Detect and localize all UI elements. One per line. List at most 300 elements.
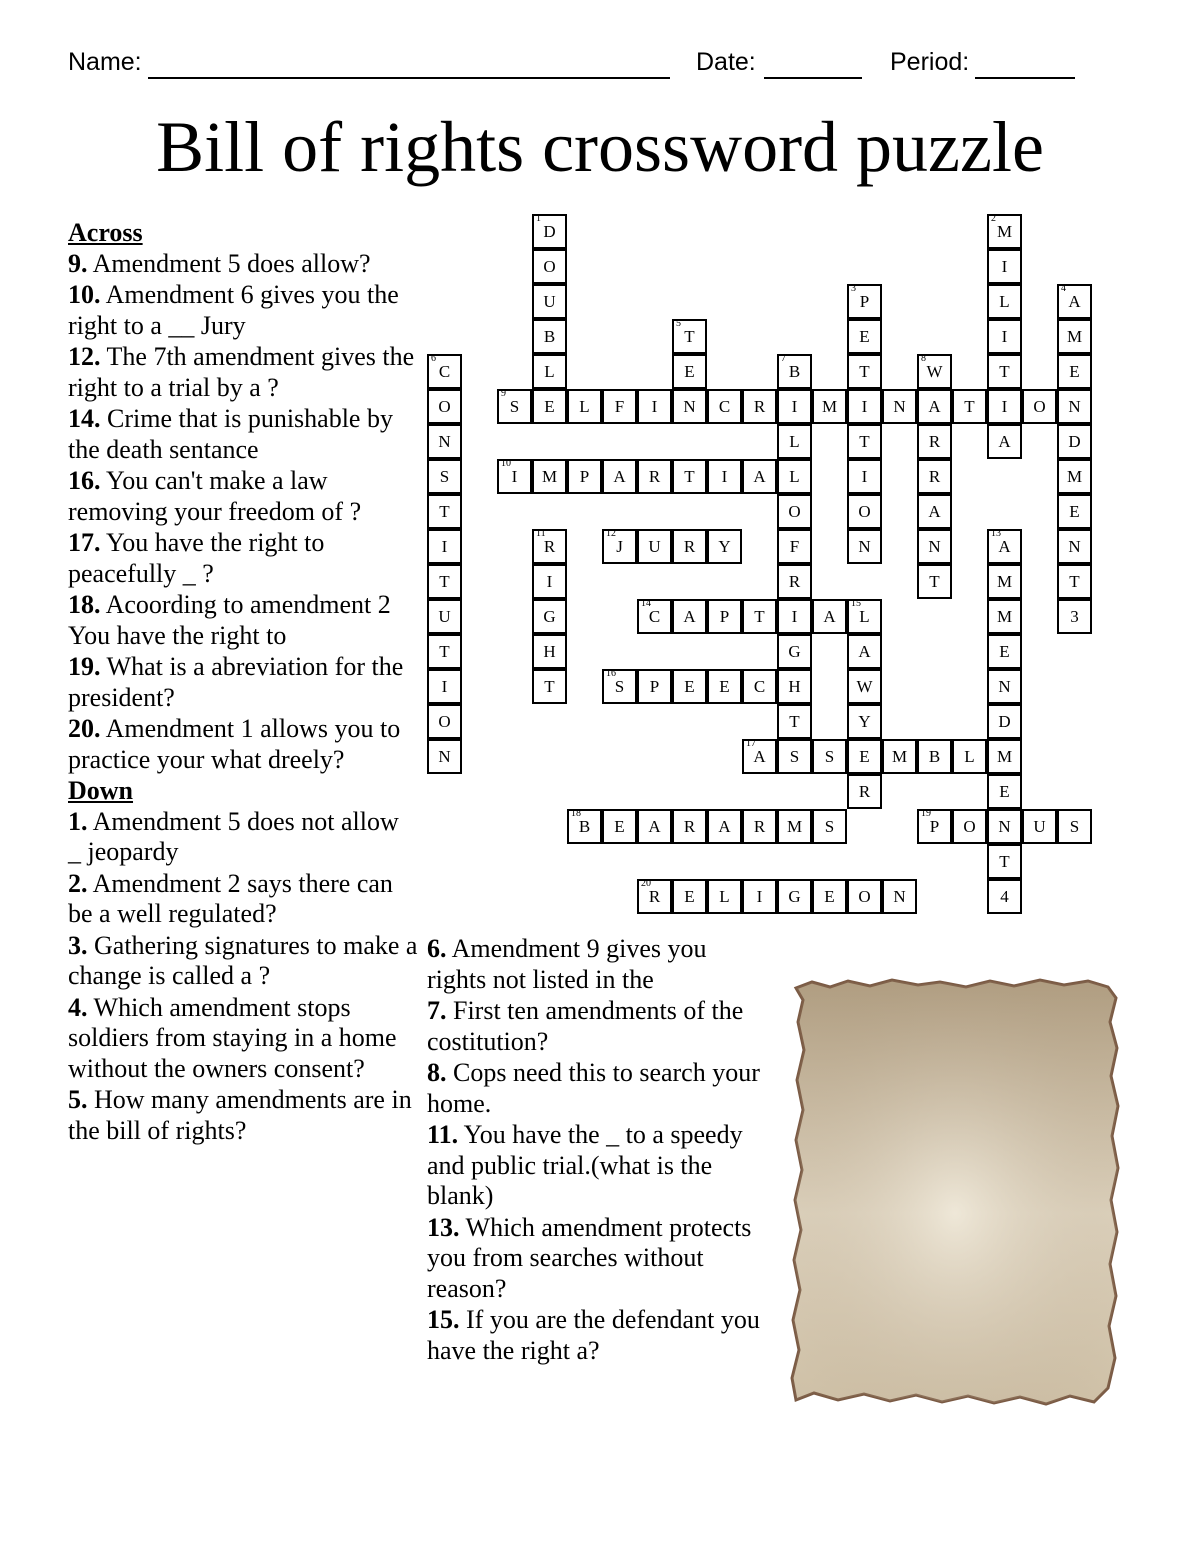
- cell-letter: S: [824, 817, 835, 836]
- crossword-cell[interactable]: [532, 599, 567, 634]
- cell-letter: W: [856, 677, 873, 696]
- crossword-cell[interactable]: [847, 669, 882, 704]
- clue-item: [68, 280, 418, 341]
- clue-number-label: 10: [501, 458, 511, 469]
- cell-letter: N: [683, 397, 696, 416]
- clue-text: Gathering signatures to make a change is called a ?: [68, 930, 418, 990]
- cell-letter: T: [964, 397, 975, 416]
- crossword-cell[interactable]: [777, 809, 812, 844]
- crossword-cell[interactable]: [637, 809, 672, 844]
- clue-number-label: 11: [536, 528, 546, 539]
- cell-letter: L: [719, 887, 730, 906]
- crossword-cell[interactable]: [952, 809, 987, 844]
- crossword-cell[interactable]: [567, 459, 602, 494]
- cell-letter: F: [614, 397, 625, 416]
- cell-letter: S: [1069, 817, 1080, 836]
- across-clue-list: [68, 249, 418, 776]
- clue-item: [68, 528, 418, 589]
- cell-letter: R: [753, 817, 766, 836]
- crossword-cell[interactable]: [917, 739, 952, 774]
- crossword-cell[interactable]: [777, 669, 812, 704]
- crossword-cell[interactable]: [427, 389, 462, 424]
- clue-number: 12.: [68, 342, 101, 371]
- crossword-cell[interactable]: [987, 844, 1022, 879]
- cell-letter: I: [1001, 397, 1008, 416]
- crossword-cell[interactable]: [742, 459, 777, 494]
- clue-number-label: 8: [921, 353, 926, 364]
- clue-text: Amendment 6 gives you the right to a __ Jury: [68, 280, 399, 340]
- crossword-cell[interactable]: [952, 389, 987, 424]
- crossword-cell[interactable]: [847, 354, 882, 389]
- crossword-cell[interactable]: [602, 459, 637, 494]
- cell-letter: U: [438, 607, 451, 626]
- crossword-cell[interactable]: [672, 319, 707, 354]
- cell-letter: R: [683, 537, 696, 556]
- crossword-cell[interactable]: [987, 389, 1022, 424]
- cell-letter: M: [996, 572, 1013, 591]
- cell-letter: O: [858, 887, 871, 906]
- crossword-cell[interactable]: [847, 319, 882, 354]
- cell-letter: L: [789, 467, 800, 486]
- cell-letter: A: [683, 607, 696, 626]
- cell-letter: I: [861, 397, 868, 416]
- cell-letter: I: [546, 572, 553, 591]
- clue-item: [427, 1120, 767, 1212]
- crossword-cell[interactable]: [847, 459, 882, 494]
- crossword-cell[interactable]: [742, 879, 777, 914]
- cell-letter: A: [998, 537, 1011, 556]
- cell-letter: Y: [858, 712, 871, 731]
- cell-letter: M: [541, 467, 558, 486]
- crossword-cell[interactable]: [1057, 424, 1092, 459]
- crossword-cell[interactable]: [602, 529, 637, 564]
- crossword-cell[interactable]: [777, 739, 812, 774]
- cell-letter: T: [999, 362, 1010, 381]
- cell-letter: H: [788, 677, 801, 696]
- crossword-cell[interactable]: [742, 739, 777, 774]
- clue-number-label: 15: [851, 598, 861, 609]
- crossword-cell[interactable]: [672, 809, 707, 844]
- cell-letter: A: [928, 397, 941, 416]
- cell-letter: R: [683, 817, 696, 836]
- cell-letter: E: [1069, 362, 1080, 381]
- cell-letter: C: [438, 362, 451, 381]
- cell-letter: O: [438, 712, 451, 731]
- cell-letter: H: [543, 642, 556, 661]
- crossword-cell[interactable]: [427, 529, 462, 564]
- crossword-cell[interactable]: [917, 459, 952, 494]
- cell-letter: T: [439, 642, 450, 661]
- cell-letter: U: [1033, 817, 1046, 836]
- crossword-cell[interactable]: [1022, 809, 1057, 844]
- clue-number: 2.: [68, 868, 88, 898]
- cell-letter: I: [511, 467, 518, 486]
- crossword-cell[interactable]: [847, 774, 882, 809]
- cell-letter: S: [614, 677, 625, 696]
- crossword-cell[interactable]: [1057, 599, 1092, 634]
- crossword-cell[interactable]: [427, 494, 462, 529]
- crossword-cell[interactable]: [1057, 459, 1092, 494]
- clue-number-label: 17: [746, 738, 756, 749]
- crossword-cell[interactable]: [497, 389, 532, 424]
- crossword-cell[interactable]: [777, 564, 812, 599]
- crossword-cell[interactable]: [602, 669, 637, 704]
- crossword-cell[interactable]: [917, 354, 952, 389]
- cell-letter: A: [858, 642, 871, 661]
- crossword-cell[interactable]: [567, 389, 602, 424]
- crossword-cell[interactable]: [777, 634, 812, 669]
- crossword-cell[interactable]: [777, 704, 812, 739]
- crossword-cell[interactable]: [707, 529, 742, 564]
- cell-letter: L: [964, 747, 975, 766]
- crossword-cell[interactable]: [532, 634, 567, 669]
- down-clue-list: [68, 807, 418, 1147]
- crossword-cell[interactable]: [882, 389, 917, 424]
- cell-letter: M: [996, 607, 1013, 626]
- crossword-cell[interactable]: [847, 739, 882, 774]
- clue-number: 20.: [68, 714, 101, 743]
- crossword-cell[interactable]: [987, 669, 1022, 704]
- clue-text: Cops need this to search your home.: [427, 1058, 760, 1118]
- cell-letter: I: [756, 887, 763, 906]
- clue-item: [427, 934, 767, 995]
- crossword-cell[interactable]: [987, 634, 1022, 669]
- crossword-cell[interactable]: [847, 634, 882, 669]
- clue-number: 7.: [427, 996, 447, 1025]
- crossword-cell[interactable]: [847, 494, 882, 529]
- crossword-cell[interactable]: [707, 879, 742, 914]
- down-clue-list-continued: [427, 934, 767, 1366]
- clue-number: 4.: [68, 992, 88, 1022]
- cell-letter: E: [544, 397, 555, 416]
- crossword-cell[interactable]: [707, 389, 742, 424]
- clue-item: [427, 1305, 767, 1366]
- cell-letter: M: [1066, 327, 1083, 346]
- clue-number-label: 20: [641, 878, 651, 889]
- clue-text: Amendment 5 does allow?: [87, 248, 371, 278]
- cell-letter: M: [786, 817, 803, 836]
- cell-letter: C: [753, 677, 766, 696]
- clue-item: [68, 931, 418, 992]
- crossword-cell[interactable]: [602, 809, 637, 844]
- crossword-cell[interactable]: [672, 529, 707, 564]
- cell-letter: I: [441, 537, 448, 556]
- crossword-cell[interactable]: [532, 389, 567, 424]
- clue-item: [427, 1058, 767, 1119]
- crossword-cell[interactable]: [497, 459, 532, 494]
- crossword-cell[interactable]: [987, 739, 1022, 774]
- cell-letter: R: [858, 782, 871, 801]
- crossword-cell[interactable]: [777, 529, 812, 564]
- cell-letter: R: [928, 467, 941, 486]
- clue-number-label: 4: [1061, 283, 1066, 294]
- cell-letter: F: [789, 537, 800, 556]
- cell-letter: G: [788, 887, 801, 906]
- crossword-cell[interactable]: [672, 599, 707, 634]
- clue-number: 15.: [427, 1305, 460, 1334]
- clue-text: You have the _ to a speedy and public trial.(what is the blank): [427, 1120, 743, 1210]
- cell-letter: O: [543, 257, 556, 276]
- cell-letter: T: [859, 432, 870, 451]
- crossword-cell[interactable]: [672, 354, 707, 389]
- crossword-cell[interactable]: [1057, 354, 1092, 389]
- crossword-cell[interactable]: [917, 494, 952, 529]
- crossword-cell[interactable]: [1057, 494, 1092, 529]
- cell-letter: D: [998, 712, 1011, 731]
- crossword-cell[interactable]: [427, 634, 462, 669]
- cell-letter: O: [963, 817, 976, 836]
- cell-letter: E: [614, 817, 625, 836]
- clue-number: 18.: [68, 590, 101, 619]
- cell-letter: E: [859, 327, 870, 346]
- cell-letter: T: [929, 572, 940, 591]
- cell-letter: 3: [1070, 607, 1079, 626]
- crossword-cell[interactable]: [952, 739, 987, 774]
- crossword-cell[interactable]: [427, 354, 462, 389]
- period-field[interactable]: [975, 77, 1075, 79]
- clue-number: 9.: [68, 248, 88, 278]
- down-heading: Down: [68, 776, 134, 805]
- crossword-cell[interactable]: [672, 459, 707, 494]
- crossword-cell[interactable]: [532, 564, 567, 599]
- clue-text: Crime that is punishable by the death sentance: [68, 404, 393, 464]
- crossword-cell[interactable]: [882, 879, 917, 914]
- cell-letter: E: [684, 362, 695, 381]
- clue-text: Acoording to amendment 2 You have the right to: [68, 590, 391, 650]
- crossword-cell[interactable]: [812, 739, 847, 774]
- cell-letter: R: [648, 887, 661, 906]
- cell-letter: M: [996, 222, 1013, 241]
- crossword-cell[interactable]: [707, 669, 742, 704]
- cell-letter: E: [684, 887, 695, 906]
- cell-letter: M: [996, 747, 1013, 766]
- crossword-cell[interactable]: [847, 529, 882, 564]
- cell-letter: A: [1068, 292, 1081, 311]
- crossword-cell[interactable]: [532, 249, 567, 284]
- crossword-cell[interactable]: [637, 389, 672, 424]
- cell-letter: T: [754, 607, 765, 626]
- cell-letter: E: [824, 887, 835, 906]
- crossword-cell[interactable]: [987, 564, 1022, 599]
- clue-text: What is a abreviation for the president?: [68, 652, 404, 712]
- date-field[interactable]: [764, 77, 862, 79]
- crossword-cell[interactable]: [987, 424, 1022, 459]
- crossword-cell[interactable]: [847, 389, 882, 424]
- crossword-cell[interactable]: [532, 354, 567, 389]
- cell-letter: N: [893, 397, 906, 416]
- crossword-cell[interactable]: [427, 739, 462, 774]
- clue-number: 11.: [427, 1120, 459, 1149]
- crossword-cell[interactable]: [812, 599, 847, 634]
- cell-letter: I: [1001, 327, 1008, 346]
- cell-letter: S: [824, 747, 835, 766]
- crossword-cell[interactable]: [987, 529, 1022, 564]
- crossword-cell[interactable]: [637, 599, 672, 634]
- crossword-cell[interactable]: [637, 529, 672, 564]
- clue-text: You have the right to peacefully _ ?: [68, 528, 325, 588]
- crossword-cell[interactable]: [707, 809, 742, 844]
- crossword-cell[interactable]: [987, 809, 1022, 844]
- cell-letter: D: [1068, 432, 1081, 451]
- crossword-cell[interactable]: [777, 494, 812, 529]
- crossword-cell[interactable]: [812, 879, 847, 914]
- clue-number: 3.: [68, 930, 88, 960]
- clue-item: [68, 1085, 418, 1146]
- crossword-cell[interactable]: [742, 599, 777, 634]
- crossword-cell[interactable]: [987, 249, 1022, 284]
- crossword-cell[interactable]: [427, 599, 462, 634]
- crossword-cell[interactable]: [672, 389, 707, 424]
- crossword-cell[interactable]: [777, 354, 812, 389]
- clue-item: [68, 466, 418, 527]
- crossword-cell[interactable]: [427, 669, 462, 704]
- cell-letter: E: [999, 782, 1010, 801]
- clue-number-label: 14: [641, 598, 651, 609]
- cell-letter: I: [1001, 257, 1008, 276]
- crossword-cell[interactable]: [987, 319, 1022, 354]
- crossword-cell[interactable]: [917, 424, 952, 459]
- crossword-cell[interactable]: [532, 529, 567, 564]
- crossword-cell[interactable]: [707, 459, 742, 494]
- crossword-cell[interactable]: [742, 809, 777, 844]
- crossword-cell[interactable]: [987, 599, 1022, 634]
- clue-text: The 7th amendment gives the right to a trial by a ?: [68, 342, 415, 402]
- crossword-cell[interactable]: [847, 879, 882, 914]
- clue-number-label: 7: [781, 353, 786, 364]
- crossword-cell[interactable]: [742, 389, 777, 424]
- crossword-cell[interactable]: [672, 669, 707, 704]
- cell-letter: A: [718, 817, 731, 836]
- crossword-cell[interactable]: [847, 599, 882, 634]
- cell-letter: A: [823, 607, 836, 626]
- crossword-cell[interactable]: [637, 669, 672, 704]
- crossword-cell[interactable]: [917, 529, 952, 564]
- cell-letter: I: [441, 677, 448, 696]
- cell-letter: U: [543, 292, 556, 311]
- cell-letter: L: [544, 362, 555, 381]
- crossword-cell[interactable]: [1057, 284, 1092, 319]
- cell-letter: G: [543, 607, 556, 626]
- crossword-cell[interactable]: [742, 669, 777, 704]
- clue-item: [68, 714, 418, 775]
- crossword-cell[interactable]: [672, 879, 707, 914]
- cell-letter: T: [789, 712, 800, 731]
- crossword-cell[interactable]: [777, 599, 812, 634]
- crossword-cell[interactable]: [917, 564, 952, 599]
- clue-text: Amendment 1 allows you to practice your what dreely?: [68, 714, 401, 774]
- clue-item: [68, 249, 418, 280]
- cell-letter: B: [928, 747, 941, 766]
- cell-letter: T: [544, 677, 555, 696]
- name-field[interactable]: [148, 77, 670, 79]
- crossword-cell[interactable]: [532, 284, 567, 319]
- crossword-cell[interactable]: [777, 879, 812, 914]
- cell-letter: G: [788, 642, 801, 661]
- crossword-cell[interactable]: [987, 214, 1022, 249]
- cell-letter: E: [719, 677, 730, 696]
- crossword-cell[interactable]: [532, 669, 567, 704]
- cell-letter: T: [684, 327, 695, 346]
- clue-item: [427, 1213, 767, 1305]
- crossword-cell[interactable]: [707, 599, 742, 634]
- crossword-cell[interactable]: [1057, 389, 1092, 424]
- cell-letter: T: [684, 467, 695, 486]
- cell-letter: A: [648, 817, 661, 836]
- crossword-cell[interactable]: [847, 284, 882, 319]
- crossword-cell[interactable]: [1022, 389, 1057, 424]
- cell-letter: I: [651, 397, 658, 416]
- crossword-cell[interactable]: [987, 774, 1022, 809]
- cell-letter: A: [753, 747, 766, 766]
- crossword-cell[interactable]: [602, 389, 637, 424]
- crossword-cell[interactable]: [1057, 564, 1092, 599]
- crossword-cell[interactable]: [427, 564, 462, 599]
- crossword-cell[interactable]: [637, 879, 672, 914]
- crossword-cell[interactable]: [1057, 319, 1092, 354]
- crossword-cell[interactable]: [987, 284, 1022, 319]
- cell-letter: N: [438, 747, 451, 766]
- cell-letter: R: [543, 537, 556, 556]
- crossword-cell[interactable]: [882, 739, 917, 774]
- crossword-cell[interactable]: [427, 704, 462, 739]
- crossword-cell[interactable]: [987, 704, 1022, 739]
- crossword-cell[interactable]: [777, 424, 812, 459]
- clue-text: First ten amendments of the costitution?: [427, 996, 744, 1056]
- crossword-cell[interactable]: [567, 809, 602, 844]
- clue-number: 13.: [427, 1212, 460, 1242]
- crossword-cell[interactable]: [777, 389, 812, 424]
- cell-letter: I: [861, 467, 868, 486]
- crossword-cell[interactable]: [637, 459, 672, 494]
- cell-letter: O: [858, 502, 871, 521]
- crossword-cell[interactable]: [427, 459, 462, 494]
- clue-text: You can't make a law removing your freedom of ?: [68, 466, 362, 526]
- cell-letter: N: [998, 817, 1011, 836]
- crossword-cell[interactable]: [987, 879, 1022, 914]
- crossword-cell[interactable]: [777, 459, 812, 494]
- crossword-cell[interactable]: [1057, 809, 1092, 844]
- clue-number: 6.: [427, 934, 447, 963]
- cell-letter: O: [1033, 397, 1046, 416]
- crossword-cell[interactable]: [812, 389, 847, 424]
- clue-number: 1.: [68, 806, 88, 836]
- cell-letter: J: [616, 537, 623, 556]
- crossword-cell[interactable]: [847, 704, 882, 739]
- clue-number-label: 2: [991, 213, 996, 224]
- clue-number-label: 1: [536, 213, 541, 224]
- crossword-cell[interactable]: [427, 424, 462, 459]
- clue-item: [68, 342, 418, 403]
- clue-number: 8.: [427, 1058, 447, 1087]
- cell-letter: E: [859, 747, 870, 766]
- crossword-cell[interactable]: [1057, 529, 1092, 564]
- clue-number: 17.: [68, 528, 101, 557]
- cell-letter: S: [439, 467, 450, 486]
- crossword-cell[interactable]: [987, 354, 1022, 389]
- crossword-cell[interactable]: [812, 809, 847, 844]
- crossword-cell[interactable]: [532, 214, 567, 249]
- crossword-cell[interactable]: [917, 389, 952, 424]
- clue-item: [427, 996, 767, 1057]
- cell-letter: N: [998, 677, 1011, 696]
- cell-letter: Y: [718, 537, 731, 556]
- crossword-cell[interactable]: [847, 424, 882, 459]
- cell-letter: C: [718, 397, 731, 416]
- crossword-cell[interactable]: [532, 319, 567, 354]
- crossword-cell[interactable]: [917, 809, 952, 844]
- cell-letter: W: [926, 362, 943, 381]
- crossword-cell[interactable]: [532, 459, 567, 494]
